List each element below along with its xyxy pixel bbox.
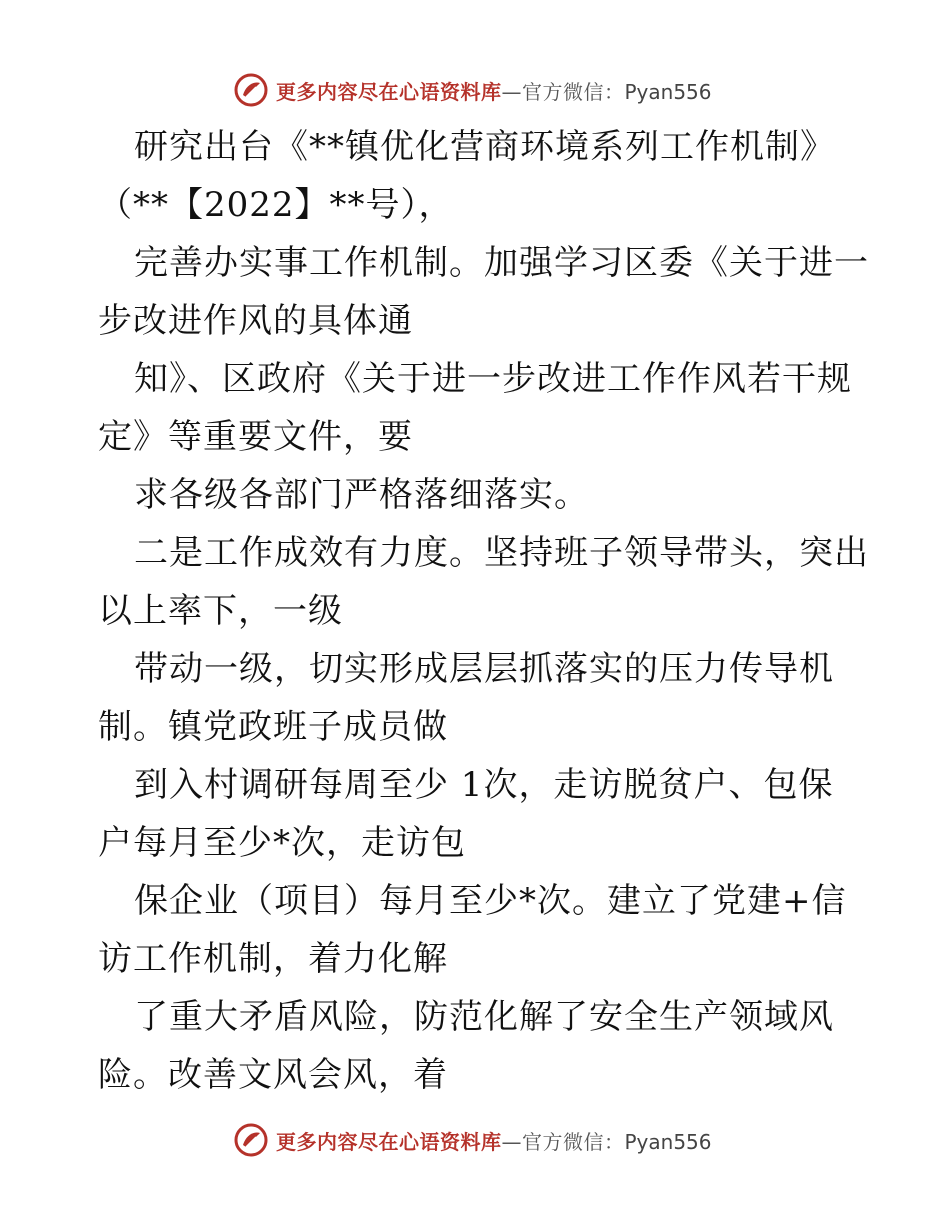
watermark-wechat-label: 官方微信： xyxy=(522,1129,625,1154)
watermark-wechat-id: Pyan556 xyxy=(624,1129,712,1154)
text-line: 二是工作成效有力度。坚持班子领导带头，突出 xyxy=(134,533,869,573)
watermark-text xyxy=(276,1126,712,1155)
watermark-header xyxy=(234,70,754,110)
seal-logo-icon xyxy=(234,73,268,107)
watermark-dash: — xyxy=(501,1129,522,1154)
watermark-brand: 更多内容尽在心语资料库 xyxy=(276,79,502,104)
watermark-footer xyxy=(234,1120,754,1160)
text-line: 到入村调研每周至少 1次，走访脱贫户、包保 xyxy=(134,765,834,805)
text-line: 知》、区政府《关于进一步改进工作作风若干规 xyxy=(134,359,852,399)
text-line: 求各级各部门严格落细落实。 xyxy=(134,475,589,515)
text-line: 步改进作风的具体通 xyxy=(98,301,413,341)
text-line: 制。镇党政班子成员做 xyxy=(98,707,448,747)
watermark-text xyxy=(276,76,712,105)
text-line: 带动一级，切实形成层层抓落实的压力传导机 xyxy=(134,649,834,689)
text-line: 了重大矛盾风险，防范化解了安全生产领域风 xyxy=(134,997,834,1037)
text-line: 保企业（项目）每月至少*次。建立了党建+信 xyxy=(134,881,847,921)
text-line: （**【2022】**号）， xyxy=(98,185,454,225)
text-line: 定》等重要文件，要 xyxy=(98,417,413,457)
watermark-wechat-id: Pyan556 xyxy=(624,79,712,104)
seal-logo-icon xyxy=(234,1123,268,1157)
text-line: 户每月至少*次，走访包 xyxy=(98,823,466,863)
text-line: 研究出台《**镇优化营商环境系列工作机制》 xyxy=(134,127,835,167)
text-line: 险。改善文风会风，着 xyxy=(98,1055,448,1095)
text-line: 以上率下，一级 xyxy=(98,591,343,631)
document-body xyxy=(98,118,869,1104)
watermark-dash: — xyxy=(501,79,522,104)
watermark-wechat-label: 官方微信： xyxy=(522,79,625,104)
watermark-brand: 更多内容尽在心语资料库 xyxy=(276,1129,502,1154)
text-line: 访工作机制，着力化解 xyxy=(98,939,448,979)
text-line: 完善办实事工作机制。加强学习区委《关于进一 xyxy=(134,243,869,283)
